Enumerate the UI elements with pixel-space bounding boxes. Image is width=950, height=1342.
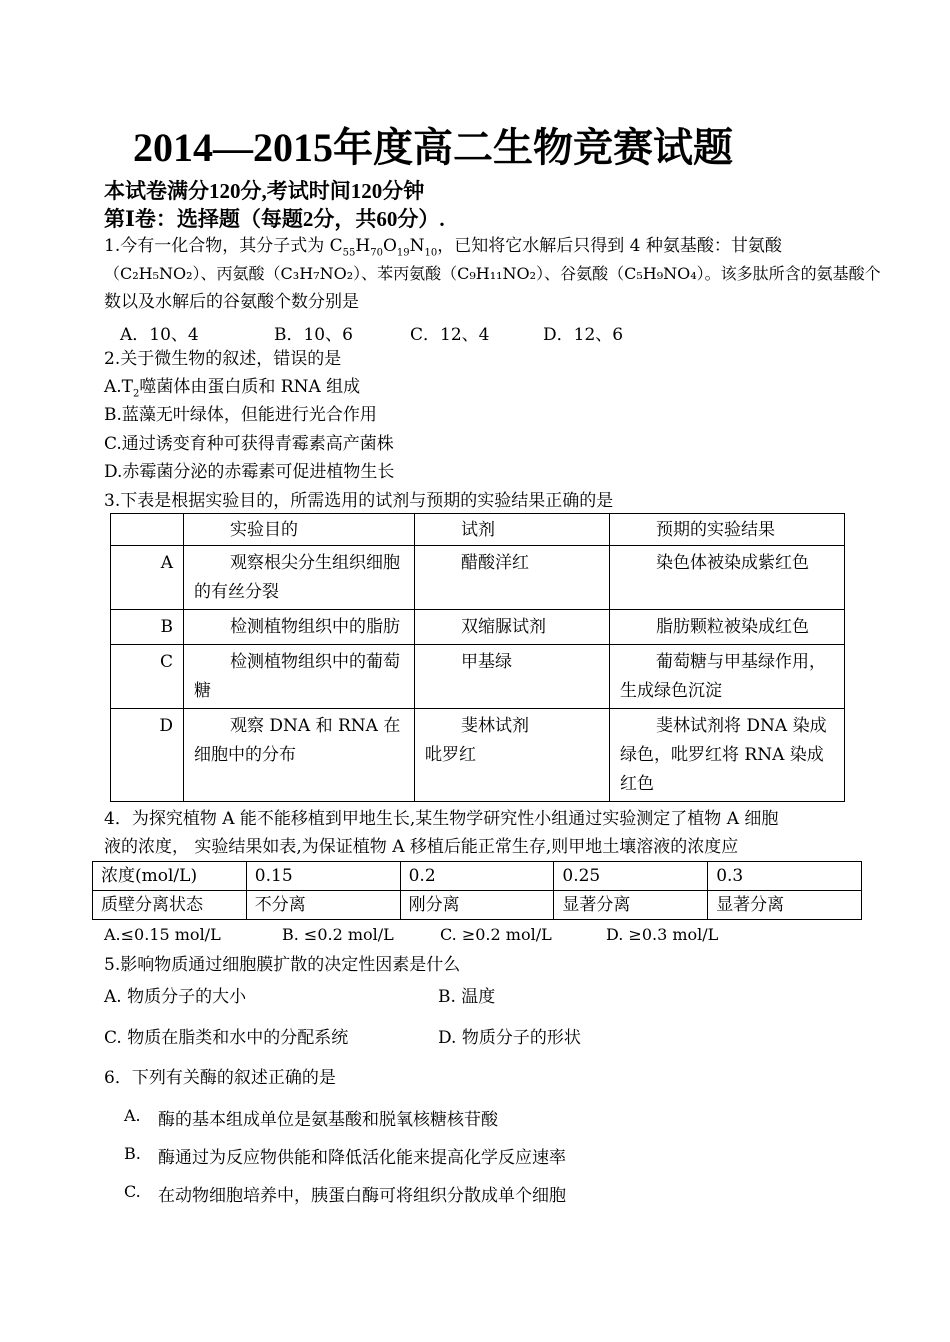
q2-stem: 2.关于微生物的叙述，错误的是 — [104, 349, 342, 369]
section-heading: 第Ⅰ卷：选择题（每题2分，共60分）. — [104, 207, 445, 231]
q4-option-c: C. ≥0.2 mol/L — [440, 925, 552, 944]
q1-line-1: 1.今有一化合物，其分子式为 $C_{55}H_{70}O_{19}N_{10}$，已知将它水解后只得到 4 种氨基酸：甘氨酸 — [104, 236, 782, 259]
q6-option-a: 酶的基本组成单位是氨基酸和脱氧核糖核苷酸 — [158, 1110, 498, 1130]
table-row — [111, 610, 845, 645]
table-cell: 观察根尖分生组织细胞的有丝分裂 — [184, 546, 415, 610]
table-cell: 醋酸洋红 — [415, 546, 610, 610]
q4-option-b: B. ≤0.2 mol/L — [282, 925, 394, 944]
table-cell: 检测植物组织中的脂肪 — [184, 610, 415, 645]
table-cell: 浓度(mol/L) — [93, 862, 247, 891]
table-cell: 甲基绿 — [415, 645, 610, 709]
q3-stem: 3.下表是根据实验目的，所需选用的试剂与预期的实验结果正确的是 — [104, 491, 614, 511]
table-cell: 0.3 — [708, 862, 862, 891]
q2-option-b: B.蓝藻无叶绿体，但能进行光合作用 — [104, 405, 377, 425]
q1-option-c: C．12、4 — [410, 325, 490, 345]
q6-option-b: 酶通过为反应物供能和降低活化能来提高化学反应速率 — [158, 1148, 566, 1168]
table-cell: 葡萄糖与甲基绿作用，生成绿色沉淀 — [610, 645, 845, 709]
table-header-cell: 实验目的 — [184, 514, 415, 546]
table-cell: 双缩脲试剂 — [415, 610, 610, 645]
q6-option-a-label: A. — [124, 1106, 141, 1125]
q4-table — [92, 861, 862, 920]
q2-option-d: D.赤霉菌分泌的赤霉素可促进植物生长 — [104, 462, 395, 482]
q1-line-2: （C₂H₅NO₂）、丙氨酸（C₃H₇NO₂）、苯丙氨酸（C₉H₁₁NO₂）、谷氨酸（C₅H₉NO₄）。该多肽所含的氨基酸个 — [104, 264, 881, 283]
table-cell: 0.25 — [554, 862, 708, 891]
q2-option-c: C.通过诱变育种可获得青霉素高产菌株 — [104, 434, 394, 454]
table-cell: 脂肪颗粒被染成红色 — [610, 610, 845, 645]
q6-option-c-label: C. — [124, 1182, 141, 1201]
table-cell: 不分离 — [246, 891, 400, 920]
table-cell: A — [111, 546, 184, 610]
table-cell: 斐林试剂将 DNA 染成绿色，吡罗红将 RNA 染成红色 — [610, 709, 845, 802]
table-cell: 显著分离 — [554, 891, 708, 920]
q1-option-a: A．10、4 — [120, 325, 199, 345]
table-header-cell: 预期的实验结果 — [610, 514, 845, 546]
table-cell: 0.15 — [246, 862, 400, 891]
q1-option-b: B．10、6 — [274, 325, 353, 345]
q5-option-b: B. 温度 — [438, 987, 496, 1007]
table-cell: D — [111, 709, 184, 802]
table-cell: B — [111, 610, 184, 645]
table-header-row — [111, 514, 845, 546]
q4-line-2: 液的浓度， 实验结果如表,为保证植物 A 移植后能正常生存,则甲地土壤溶液的浓度应 — [104, 837, 739, 857]
table-header-cell — [111, 514, 184, 546]
table-cell: 质壁分离状态 — [93, 891, 247, 920]
q4-option-d: D. ≥0.3 mol/L — [606, 925, 719, 944]
table-row — [111, 546, 845, 610]
table-cell: 斐林试剂 吡罗红 — [415, 709, 610, 802]
table-cell: 观察 DNA 和 RNA 在细胞中的分布 — [184, 709, 415, 802]
table-header-cell: 试剂 — [415, 514, 610, 546]
exam-info: 本试卷满分120分,考试时间120分钟 — [104, 179, 425, 203]
table-cell: 刚分离 — [400, 891, 554, 920]
q5-option-d: D. 物质分子的形状 — [438, 1028, 581, 1048]
table-row — [93, 862, 862, 891]
q4-line-1: 4．为探究植物 A 能不能移植到甲地生长,某生物学研究性小组通过实验测定了植物 A 细胞 — [104, 809, 779, 829]
q5-option-a: A. 物质分子的大小 — [104, 987, 247, 1007]
table-row — [93, 891, 862, 920]
table-cell: 检测植物组织中的葡萄糖 — [184, 645, 415, 709]
table-cell: 染色体被染成紫红色 — [610, 546, 845, 610]
q3-table — [110, 513, 845, 802]
table-row — [111, 709, 845, 802]
q5-option-c: C. 物质在脂类和水中的分配系统 — [104, 1028, 349, 1048]
table-cell: 显著分离 — [708, 891, 862, 920]
q6-option-c: 在动物细胞培养中，胰蛋白酶可将组织分散成单个细胞 — [158, 1186, 566, 1206]
exam-title: 2014—2015年度高二生物竞赛试题 — [133, 125, 733, 170]
q5-stem: 5.影响物质通过细胞膜扩散的决定性因素是什么 — [104, 955, 461, 975]
table-cell: C — [111, 645, 184, 709]
q6-option-b-label: B. — [124, 1144, 141, 1163]
q1-line-3: 数以及水解后的谷氨酸个数分别是 — [104, 292, 359, 312]
table-cell: 0.2 — [400, 862, 554, 891]
q2-option-a: $A.T_2$噬菌体由蛋白质和 RNA 组成 — [104, 377, 361, 400]
q1-option-d: D．12、6 — [543, 325, 624, 345]
q6-stem: 6．下列有关酶的叙述正确的是 — [104, 1068, 336, 1088]
q4-option-a: A.≤0.15 mol/L — [104, 925, 221, 944]
table-row — [111, 645, 845, 709]
